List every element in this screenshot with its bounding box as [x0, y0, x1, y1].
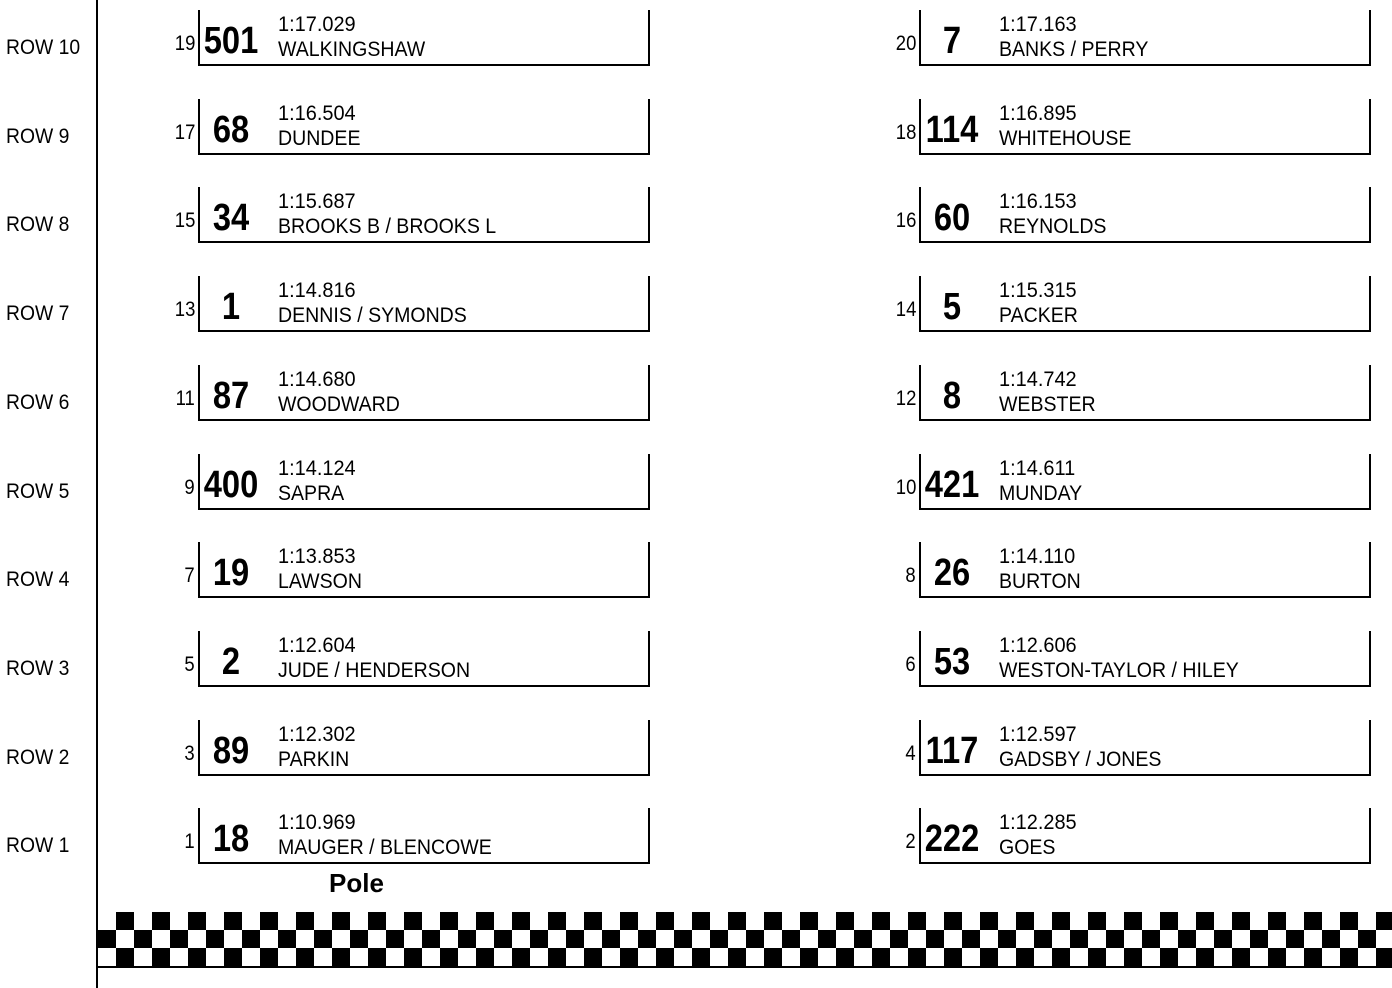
driver-name: WESTON-TAYLOR / HILEY — [999, 658, 1239, 682]
lap-time: 1:15.315 — [999, 279, 1077, 303]
grid-slot-box — [919, 99, 1371, 155]
row-label: ROW 3 — [6, 656, 70, 680]
driver-name: BROOKS B / BROOKS L — [278, 215, 497, 239]
grid-position: 16 — [895, 209, 916, 233]
row-label: ROW 2 — [6, 745, 70, 769]
lap-time: 1:13.853 — [278, 545, 356, 569]
lap-time: 1:17.029 — [278, 13, 356, 36]
grid-position: 13 — [174, 298, 195, 322]
car-number: 5 — [942, 286, 962, 329]
driver-name: SAPRA — [278, 481, 345, 505]
grid-slot-right — [895, 99, 1371, 155]
finish-line — [98, 966, 1392, 968]
car-number: 1 — [221, 286, 241, 329]
grid-slot-right — [895, 10, 1371, 66]
grid-slot-left — [184, 720, 650, 776]
car-number: 501 — [203, 20, 259, 62]
lap-time: 1:12.604 — [278, 633, 356, 657]
grid-slot-left — [184, 454, 650, 510]
grid-position: 2 — [905, 830, 916, 854]
grid-position: 7 — [184, 564, 195, 588]
driver-name: GOES — [999, 836, 1056, 860]
car-number: 2 — [221, 640, 241, 683]
car-number: 8 — [942, 374, 962, 417]
lap-time: 1:16.153 — [999, 190, 1077, 214]
lap-time: 1:14.816 — [278, 279, 356, 303]
driver-name: WHITEHOUSE — [999, 126, 1132, 150]
car-number: 68 — [212, 108, 250, 151]
grid-slot-box — [919, 276, 1371, 332]
grid-slot-box — [919, 365, 1371, 421]
grid-slot-box — [198, 720, 650, 776]
car-number: 400 — [203, 463, 259, 506]
row-label: ROW 9 — [6, 124, 70, 148]
grid-position: 8 — [905, 564, 916, 588]
grid-slot-left — [174, 276, 650, 332]
driver-name: BANKS / PERRY — [999, 38, 1149, 61]
car-number: 421 — [924, 463, 980, 506]
grid-slot-left — [174, 99, 650, 155]
driver-name: DUNDEE — [278, 126, 361, 150]
grid-position: 17 — [174, 120, 195, 144]
row-label: ROW 1 — [6, 834, 70, 858]
row-label: ROW 10 — [6, 36, 81, 59]
grid-slot-right — [895, 365, 1371, 421]
row-label: ROW 7 — [6, 302, 70, 326]
grid-slot-left — [184, 631, 650, 687]
grid-slot-box — [919, 454, 1371, 510]
grid-position: 15 — [174, 209, 195, 233]
grid-position: 6 — [905, 652, 916, 676]
lap-time: 1:17.163 — [999, 13, 1077, 36]
driver-name: MUNDAY — [999, 481, 1083, 505]
driver-name: DENNIS / SYMONDS — [278, 304, 467, 328]
car-number: 7 — [942, 20, 962, 62]
grid-position: 1 — [184, 830, 195, 854]
driver-name: LAWSON — [278, 570, 362, 594]
grid-slot-box — [919, 542, 1371, 598]
car-number: 19 — [212, 552, 250, 595]
grid-position: 9 — [184, 475, 195, 499]
car-number: 34 — [212, 197, 250, 240]
lap-time: 1:14.124 — [278, 456, 356, 480]
grid-slot-box — [919, 187, 1371, 243]
car-number: 60 — [933, 197, 971, 240]
grid-slot-right — [905, 542, 1371, 598]
grid-position: 18 — [895, 120, 916, 144]
driver-name: REYNOLDS — [999, 215, 1107, 239]
grid-position: 10 — [895, 475, 916, 499]
row-label: ROW 6 — [6, 390, 70, 414]
grid-slot-box — [198, 542, 650, 598]
grid-position: 5 — [184, 652, 195, 676]
grid-slot-left — [175, 365, 650, 421]
car-number: 222 — [924, 818, 980, 861]
driver-name: MAUGER / BLENCOWE — [278, 836, 492, 860]
grid-slot-left — [184, 808, 650, 864]
car-number: 26 — [933, 552, 971, 595]
grid-position: 4 — [905, 741, 916, 765]
grid-slot-box — [198, 365, 650, 421]
grid-position: 14 — [895, 298, 916, 322]
driver-name: PARKIN — [278, 747, 350, 771]
grid-position: 3 — [184, 741, 195, 765]
checkered-flag-icon — [98, 912, 1392, 966]
lap-time: 1:10.969 — [278, 811, 356, 835]
driver-name: JUDE / HENDERSON — [278, 658, 471, 682]
row-label: ROW 5 — [6, 479, 70, 503]
pole-label: Pole — [329, 868, 384, 898]
car-number: 114 — [925, 108, 979, 151]
grid-position: 19 — [174, 32, 195, 55]
grid-slot-left — [174, 187, 650, 243]
lap-time: 1:16.895 — [999, 101, 1077, 125]
car-number: 18 — [212, 818, 250, 861]
lap-time: 1:14.680 — [278, 367, 356, 391]
lap-time: 1:12.285 — [999, 811, 1077, 835]
grid-slot-left — [184, 542, 650, 598]
grid-slot-box — [198, 454, 650, 510]
grid-slot-right — [895, 454, 1371, 510]
lap-time: 1:16.504 — [278, 101, 356, 125]
car-number: 87 — [212, 374, 250, 417]
car-number: 117 — [925, 729, 979, 772]
lap-time: 1:14.742 — [999, 367, 1077, 391]
grid-slot-right — [905, 631, 1371, 687]
grid-slot-right — [905, 808, 1371, 864]
lap-time: 1:15.687 — [278, 190, 356, 214]
car-number: 89 — [212, 729, 250, 772]
lap-time: 1:12.606 — [999, 633, 1077, 657]
lap-time: 1:14.110 — [999, 545, 1076, 569]
grid-slot-right — [895, 187, 1371, 243]
grid-slot-box — [919, 808, 1371, 864]
car-number: 53 — [933, 640, 971, 683]
lap-time: 1:12.302 — [278, 722, 356, 746]
driver-name: GADSBY / JONES — [999, 747, 1162, 771]
driver-name: PACKER — [999, 304, 1078, 328]
lap-time: 1:12.597 — [999, 722, 1077, 746]
grid-slot-box — [198, 99, 650, 155]
driver-name: BURTON — [999, 570, 1081, 594]
row-label: ROW 8 — [6, 213, 70, 237]
grid-slot-right — [905, 720, 1371, 776]
driver-name: WOODWARD — [278, 392, 400, 416]
grid-slot-left — [174, 10, 650, 66]
row-label: ROW 4 — [6, 568, 70, 592]
grid-divider-line — [96, 0, 98, 988]
grid-position: 12 — [895, 386, 916, 410]
lap-time: 1:14.611 — [999, 456, 1076, 480]
grid-position: 20 — [895, 32, 916, 55]
driver-name: WEBSTER — [999, 392, 1096, 416]
grid-slot-right — [895, 276, 1371, 332]
driver-name: WALKINGSHAW — [278, 38, 426, 61]
grid-position: 11 — [175, 386, 195, 410]
